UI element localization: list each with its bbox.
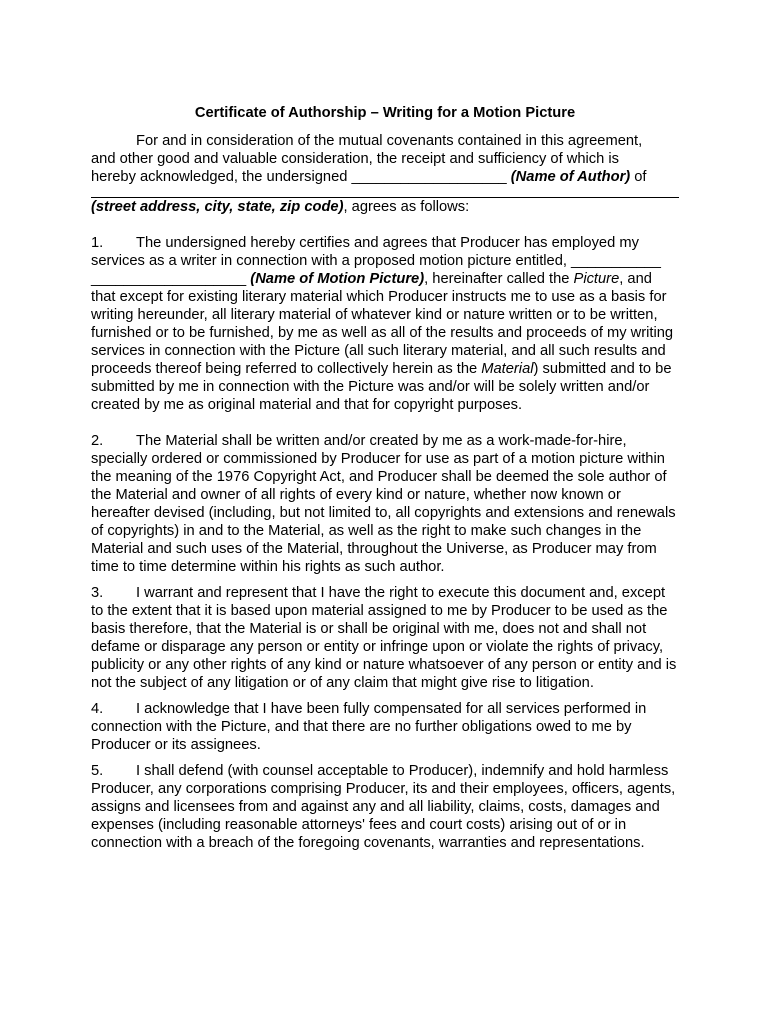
motion-picture-name-label: (Name of Motion Picture) [250,271,425,287]
intro-line-4 [91,198,679,216]
document-content [91,104,679,852]
address-blank-line [91,186,679,198]
author-name-label: (Name of Author) [510,169,631,185]
material-term: Material [481,361,534,377]
picture-term: Picture [573,271,620,287]
section-5-number: 5. [91,763,104,779]
intro-paragraph [91,132,679,216]
section-3-text: I warrant and represent that I have the right to execute this document and, except to the extent that it is based upon material assigned to me by Producer to be used as the basis therefore, that the Material is or shall be original with me, does not and shall not defame or disparage any person or entity or infringe upon or violate the rights of privacy, publicity or any other rights of any kind or nature whatsoever of any person or entity and is not the subject of any litigation or of any claim that might give rise to litigation. [91,585,677,691]
section-1-text-b: , hereinafter called the [424,271,574,287]
section-4-text: I acknowledge that I have been fully compensated for all services performed in connection with the Picture, and that there are no further obligations owed to me by Producer or its assignees. [91,701,647,753]
section-1-text-c: , and that except for existing literary material which Producer instructs me to use as a basis for writing hereunder, all literary material of whatever kind or nature written or to be written, furnished or to be furnished, by me as well as all of the results and proceeds of my writing services in connection with the Picture (all such literary material, and all such results and proceeds thereof being referred to collectively herein as the [91,271,674,377]
section-4-number: 4. [91,701,104,717]
intro-line-2: and other good and valuable consideration, the receipt and sufficiency of which is [91,151,620,167]
address-trailing-text: , agrees as follows: [343,199,470,215]
section-3-number: 3. [91,585,104,601]
address-label: (street address, city, state, zip code) [91,199,344,215]
section-1 [91,234,679,414]
section-5-text: I shall defend (with counsel acceptable to Producer), indemnify and hold harmless Producer, any corporations comprising Producer, its and their employees, officers, agents, assigns and licensees from and against any and all liability, claims, costs, damages and expenses (including reasonable attorneys' fees and court costs) arising out of or in connection with a breach of the foregoing covenants, warranties and representations. [91,763,676,851]
section-1-number: 1. [91,235,104,251]
section-1-text-a: The undersigned hereby certifies and agrees that Producer has employed my services as a writer in connection with a proposed motion picture entitled, ___________ ___________________ [91,235,661,287]
intro-line-3 [91,168,679,186]
intro-line-3-end: of [630,169,647,185]
author-name-blank: ___________________ [351,169,507,185]
section-2 [91,432,679,576]
section-1-text-d: ) submitted and to be submitted by me in connection with the Picture was and/or will be solely written and/or created by me as original material and that for copyright purposes. [91,361,672,413]
section-2-text: The Material shall be written and/or created by me as a work-made-for-hire, specially ordered or commissioned by Producer for use as part of a motion picture within the meaning of the 1976 Copyright Act, and Producer shall be deemed the sole author of the Material and owner of all rights of every kind or nature, whether now known or hereafter devised (including, but not limited to, all copyrights and extensions and renewals of copyrights) in and to the Material, as well as the right to make such changes in the Material and such uses of the Material, throughout the Universe, as Producer may from time to time determine within his rights as such author. [91,433,676,575]
intro-line-3-text: hereby acknowledged, the undersigned [91,169,352,185]
section-2-number: 2. [91,433,104,449]
section-5 [91,762,679,852]
intro-line-1: For and in consideration of the mutual covenants contained in this agreement, [136,133,643,149]
section-3 [91,584,679,692]
document-title: Certificate of Authorship – Writing for a Motion Picture [194,105,576,121]
section-4 [91,700,679,754]
